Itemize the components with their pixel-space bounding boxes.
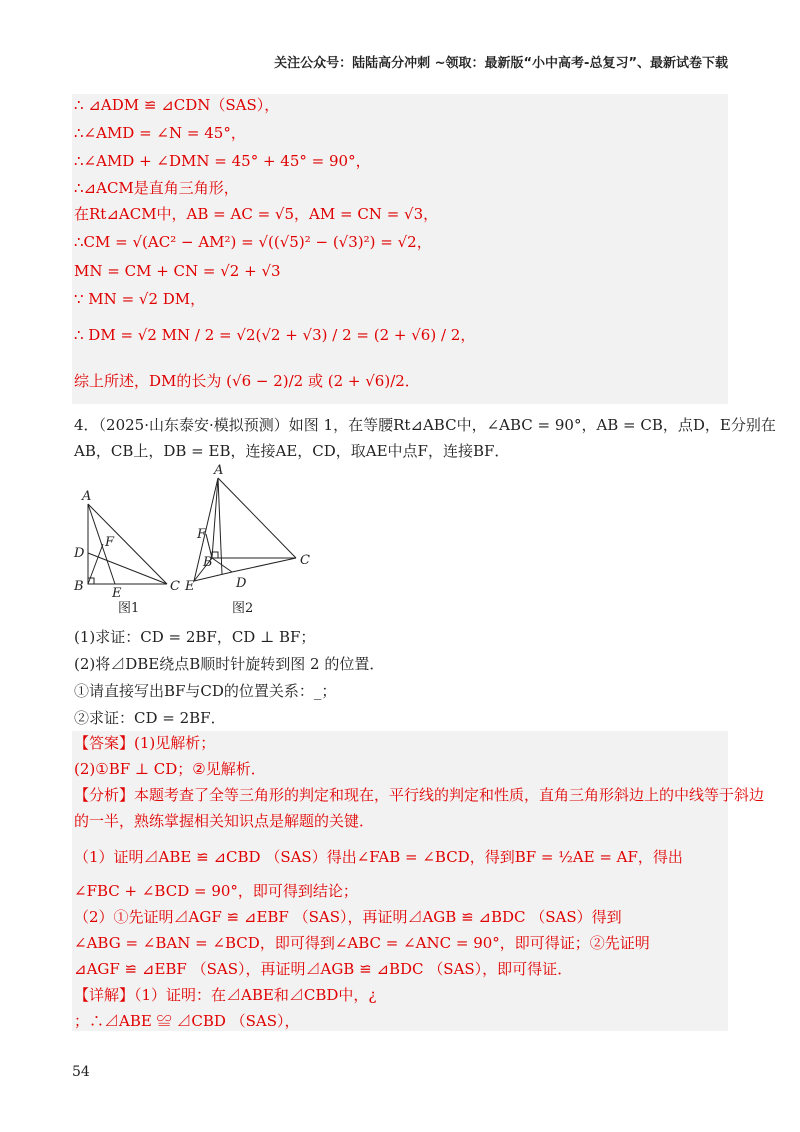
- question-2-2: ②求证：CD = 2BF．: [74, 709, 226, 727]
- analysis-line-5: （2）①先证明⊿AGF ≌ ⊿EBF （SAS），再证明⊿AGB ≌ ⊿BDC （SAS）得到: [74, 908, 622, 926]
- solution-line-1: ∴ ⊿ADM ≌ ⊿CDN（SAS），: [74, 96, 280, 114]
- analysis-line-2: 的一半，熟练掌握相关知识点是解题的关键．: [74, 812, 375, 830]
- answer-line-2: (2)①BF ⊥ CD；②见解析．: [74, 760, 266, 778]
- fig2-caption: 图2: [232, 601, 254, 616]
- detail-line-2: ；∴⊿ABE ≌ ⊿CBD （SAS），: [74, 1012, 300, 1030]
- analysis-line-4: ∠FBC + ∠BCD = 90°，即可得到结论；: [74, 882, 358, 900]
- solution-line-3: ∴∠AMD + ∠DMN = 45° + 45° = 90°，: [74, 152, 371, 170]
- fig2-label-e: E: [185, 579, 195, 594]
- fig2-label-d: D: [236, 576, 247, 591]
- detail-line-1: 【详解】（1）证明：在⊿ABE和⊿CBD中，¿: [74, 986, 377, 1004]
- solution-line-8: ∵ MN = √2 DM，: [74, 290, 206, 308]
- problem-stem-line-1: 4．（2025·山东泰安·模拟预测）如图 1，在等腰Rt⊿ABC中，∠ABC = 90°，AB = CB，点D，E分别在: [74, 416, 776, 434]
- fig2-label-a: A: [214, 463, 224, 478]
- answer-line-1: 【答案】(1)见解析；: [74, 734, 216, 752]
- fig1-label-a: A: [82, 489, 92, 504]
- fig1-caption: 图1: [118, 601, 140, 616]
- fig1-label-f: F: [105, 535, 115, 550]
- question-2: (2)将⊿DBE绕点B顺时针旋转到图 2 的位置．: [74, 655, 385, 673]
- page-number: 54: [72, 1064, 90, 1080]
- solution-line-6: ∴CM = √(AC² − AM²) = √((√5)² − (√3)²) = √2，: [74, 233, 432, 251]
- analysis-line-3: （1）证明⊿ABE ≌ ⊿CBD （SAS）得出∠FAB = ∠BCD，得到BF = ½AE = AF，得出: [74, 848, 683, 866]
- problem-stem-line-2: AB，CB上，DB = EB，连接AE，CD，取AE中点F，连接BF．: [74, 442, 510, 460]
- solution-line-7: MN = CM + CN = √2 + √3: [74, 262, 281, 280]
- analysis-line-6: ∠ABG = ∠BAN = ∠BCD，即可得到∠ABC = ∠ANC = 90°，即可得证；②先证明: [74, 934, 650, 952]
- fig2-label-c: C: [300, 553, 310, 568]
- fig1-label-b: B: [74, 579, 84, 594]
- analysis-line-7: ⊿AGF ≌ ⊿EBF （SAS），再证明⊿AGB ≌ ⊿BDC （SAS），即可得证．: [74, 960, 573, 978]
- analysis-line-1: 【分析】本题考查了全等三角形的判定和现在，平行线的判定和性质，直角三角形斜边上的中线等于斜边: [74, 786, 765, 804]
- solution-line-5: 在Rt⊿ACM中，AB = AC = √5，AM = CN = √3，: [74, 205, 439, 223]
- solution-line-10: 综上所述，DM的长为 (√6 − 2)/2 或 (2 + √6)/2．: [74, 372, 420, 390]
- question-2-1: ①请直接写出BF与CD的位置关系：_；: [74, 682, 337, 700]
- fig1-label-d: D: [74, 546, 85, 561]
- figure-2-labels: [184, 463, 310, 594]
- solution-line-9: ∴ DM = √2 MN / 2 = √2(√2 + √3) / 2 = (2 + √6) / 2，: [74, 326, 476, 344]
- page-header: 关注公众号：陆陆高分冲刺 ~领取：最新版“小中高考-总复习”、最新试卷下载: [274, 56, 728, 71]
- fig2-label-b: B: [203, 555, 213, 570]
- fig1-label-c: C: [170, 579, 180, 594]
- fig1-label-e: E: [112, 586, 122, 601]
- solution-line-4: ∴⊿ACM是直角三角形，: [74, 179, 239, 197]
- geometry-figures: [72, 462, 332, 622]
- figure-1: [88, 504, 167, 584]
- solution-line-2: ∴∠AMD = ∠N = 45°，: [74, 124, 246, 142]
- fig2-label-f: F: [197, 527, 207, 542]
- question-1: (1)求证：CD = 2BF，CD ⊥ BF；: [74, 628, 316, 646]
